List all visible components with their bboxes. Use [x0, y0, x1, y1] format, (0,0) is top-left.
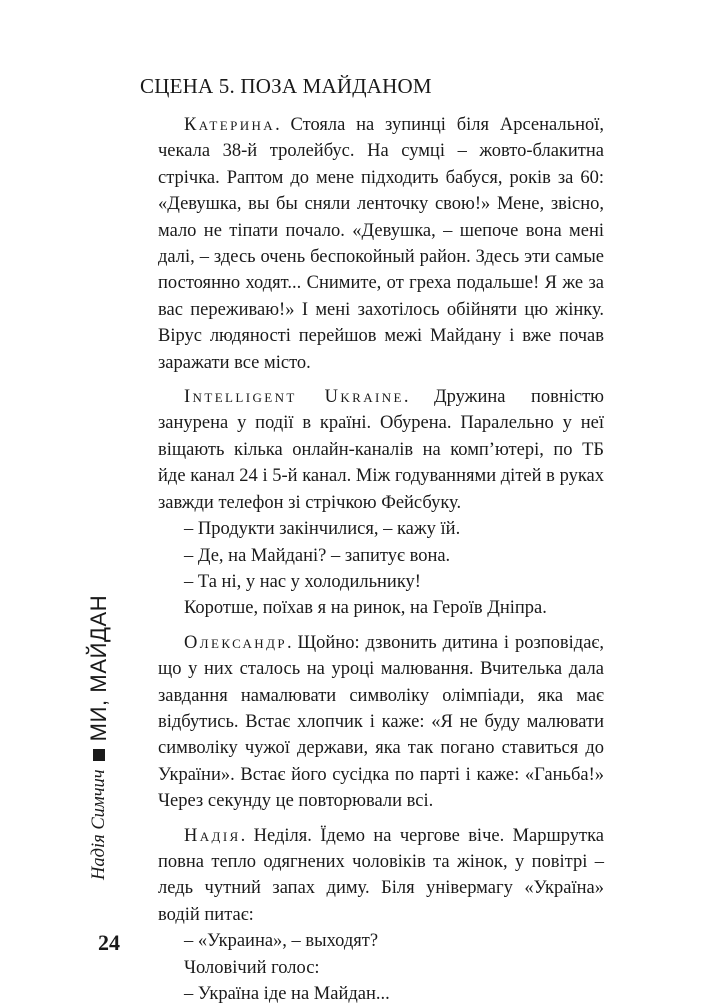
narration-line: Коротше, поїхав я на ринок, на Героїв Дніпра.: [184, 598, 547, 619]
square-separator-icon: [93, 749, 105, 761]
paragraph-intelligent-ukraine: [158, 384, 604, 516]
speaker-name: Катерина: [184, 115, 276, 135]
running-header: [84, 560, 114, 880]
dialog-line: – Україна іде на Майдан...: [184, 984, 390, 1004]
paragraph-text: . Щойно: дзвонить дитина і розповідає, що у них сталось на уроці малювання. Вчителька дала завдання намалювати символіку олімпіади, яка має відбутись. Встає хлопчик і каже: «Я не буду малювати символіку чужої держави, яка так погано ставиться до України». Встає його сусідка по парті і каже: «Ганьба!» Через секунду це повторювали всі.: [158, 632, 604, 812]
speaker-name: Надія: [184, 825, 241, 846]
scene-title: СЦЕНА 5. ПОЗА МАЙДАНОМ: [140, 74, 432, 98]
speaker-name: Intelligent Ukraine: [184, 387, 404, 408]
paragraph-text: . Дружина повністю занурена у події в країні. Обурена. Паралельно у неї віщають кілька онлайн-каналів на комп’ютері, по ТБ йде канал 24 і 5-й канал. Між годуваннями дітей в руках завжди телефон зі стрічкою Фейсбуку.: [158, 387, 605, 513]
paragraph-text: . Неділя. Їдемо на чергове віче. Маршрутка повна тепло одягнених чоловіків та жінок, у повітрі – ледь чутний запах диму. Біля універмагу «Україна» водій питає:: [158, 825, 604, 925]
speaker-name: Олександр: [184, 632, 287, 653]
running-header-title: МИ, МАЙДАН: [86, 594, 111, 742]
body-text: [158, 112, 604, 1007]
dialog-line: – Та ні, у нас у холодильнику!: [184, 571, 421, 592]
paragraph-kateryna: [158, 112, 604, 376]
dialog-line: – Продукти закінчилися, – кажу їй.: [184, 519, 461, 540]
paragraph-nadiya: [158, 823, 604, 929]
narration-line: Чоловічий голос:: [184, 957, 320, 978]
paragraph-oleksandr: [158, 630, 604, 815]
running-header-author: Надія Симчич: [88, 769, 109, 880]
page-number: 24: [98, 930, 120, 955]
paragraph-text: . Стояла на зупинці біля Арсенальної, чекала 38-й тролейбус. На сумці – жовто-блакитна стрічка. Раптом до мене підходить бабуся, років за 60: «Девушка, вы бы сняли ленточку свою!» Мене, звісно, мало не тіпати почало. «Девушка, – шепоче вона мені далі, – здесь очень беспокойный район. Здесь эти самые постоянно ходят... Снимите, от греха подальше! Я же за вас переживаю!» І мені захотілось обійняти цю жінку. Вірус людяності перейшов межі Майдану і вже почав заражати все місто.: [158, 115, 604, 373]
dialog-line: – Де, на Майдані? – запитує вона.: [184, 545, 451, 566]
dialog-line: – «Украина», – выходят?: [184, 931, 379, 952]
